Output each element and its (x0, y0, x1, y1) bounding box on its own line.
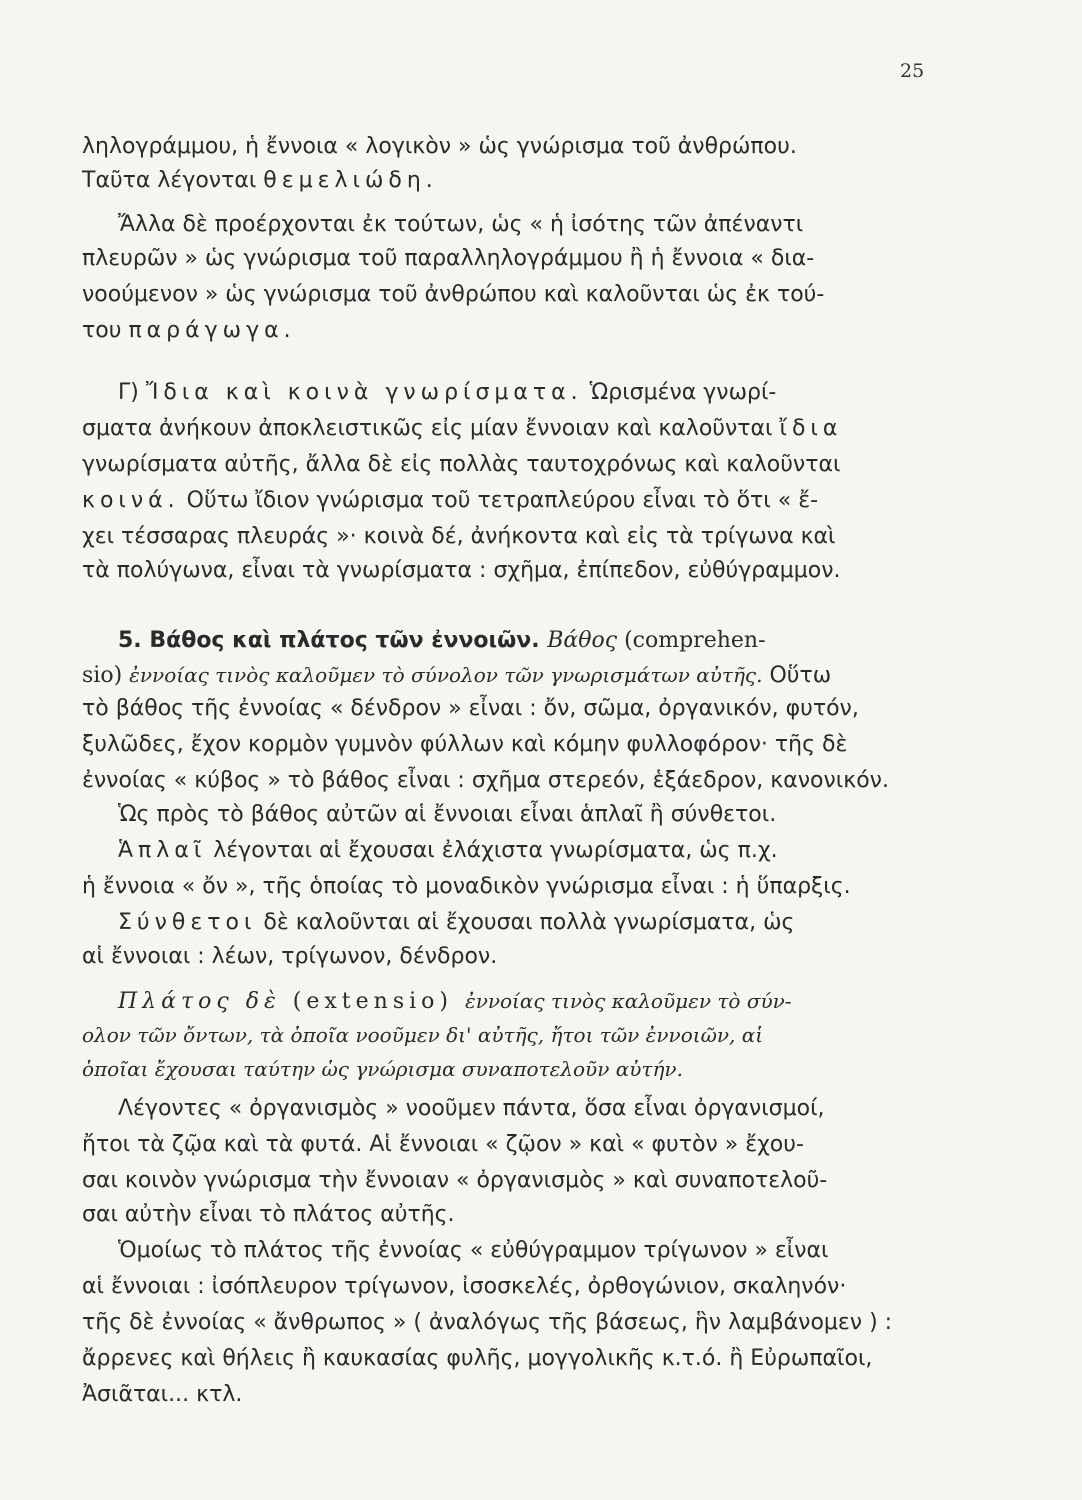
section-heading: 5. Βάθος καὶ πλάτος τῶν ἐννοιῶν. (118, 628, 548, 653)
line-text: του (82, 318, 129, 343)
text-line (82, 660, 972, 691)
line-text: Ὁμοίως τὸ πλάτος τῆς ἐννοίας « εὐθύγραμμον τρίγωνον » εἶναι (118, 1238, 829, 1263)
text-line (82, 1308, 972, 1338)
spaced-term: Σύνθετοι (118, 910, 257, 935)
text-line (82, 1344, 972, 1374)
spaced-term: Ἁπλαῖ (118, 838, 207, 863)
text-line (82, 872, 972, 902)
line-text: Ταῦτα λέγονται (82, 168, 264, 193)
text-line (82, 1166, 972, 1196)
line-text: Οὕτω ἴδιον γνώρισμα τοῦ τετραπλεύρου εἶναι τὸ ὅτι « ἔ- (179, 488, 819, 513)
italic-term: Βάθος (547, 628, 618, 653)
latin-term: (extensio) (280, 989, 465, 1014)
line-text: ἤτοι τὰ ζῷα καὶ τὰ φυτά. Αἱ ἔννοιαι « ζῷον » καὶ « φυτὸν » ἔχου- (82, 1132, 804, 1157)
text-line (82, 280, 972, 310)
text-line (82, 766, 972, 796)
line-text: ἄρρενες καὶ θήλεις ἢ καυκασίας φυλῆς, μογγολικῆς κ.τ.ό. ἢ Εὐρωπαῖοι, (82, 1346, 873, 1371)
text-line (82, 414, 972, 444)
text-line (82, 450, 972, 480)
line-text: τὸ βάθος τῆς ἐννοίας « δένδρον » εἶναι : ὄν, σῶμα, ὀργανικόν, φυτόν, (82, 696, 859, 721)
text-line (82, 316, 972, 346)
spaced-term: θεμελιώδη. (263, 168, 438, 193)
line-text: ληλογράμμου, ἡ ἔννοια « λογικὸν » ὡς γνώρισμα τοῦ ἀνθρώπου. (82, 134, 797, 159)
spaced-term: κοινά. (82, 488, 180, 513)
text-line (118, 210, 972, 240)
line-text: πλευρῶν » ὡς γνώρισμα τοῦ παραλληλογράμμου ἢ ἡ ἔννοια « δια- (82, 246, 815, 271)
text-line (82, 132, 972, 162)
text-line (82, 556, 972, 586)
spaced-term: παράγωγα. (128, 318, 296, 343)
text-line (118, 986, 972, 1017)
text-line (118, 378, 972, 408)
line-text: αἱ ἔννοιαι : ἰσόπλευρον τρίγωνον, ἰσοσκελές, ὀρθογώνιον, σκαληνόν· (82, 1274, 847, 1299)
definition-text: ἐννοίας τινὸς καλοῦμεν τὸ σύνολον τῶν γνωρισμάτων αὐτῆς. (129, 663, 763, 687)
text-line (118, 626, 972, 656)
text-line (82, 730, 972, 760)
page-number: 25 (900, 60, 925, 82)
definition-text: ἐννοίας τινὸς καλοῦμεν τὸ σύν- (464, 989, 792, 1013)
line-text: Οὕτω (762, 663, 832, 688)
latin-term: sio) (82, 663, 130, 688)
line-text: σαι κοινὸν γνώρισμα τὴν ἔννοιαν « ὀργανισμὸς » καὶ συναποτελοῦ- (82, 1168, 828, 1193)
line-text: σαι αὐτὴν εἶναι τὸ πλάτος αὐτῆς. (82, 1202, 455, 1227)
line-text: ἐννοίας « κύβος » τὸ βάθος εἶναι : σχῆμα στερεόν, ἑξάεδρον, κανονικόν. (82, 768, 889, 793)
line-text: Ὡς πρὸς τὸ βάθος αὐτῶν αἱ ἔννοιαι εἶναι ἁπλαῖ ἢ σύνθετοι. (118, 802, 777, 827)
text-line (82, 942, 972, 972)
line-text: Γ) (118, 380, 146, 405)
line-text: Λέγοντες « ὀργανισμὸς » νοοῦμεν πάντα, ὅσα εἶναι ὀργανισμοί, (118, 1096, 825, 1121)
definition-text: ὁποῖαι ἔχουσαι ταύτην ὡς γνώρισμα συναποτελοῦν αὐτήν. (82, 1057, 683, 1081)
line-text: δὲ καλοῦνται αἱ ἔχουσαι πολλὰ γνωρίσματα, ὡς (256, 910, 795, 935)
text-line (118, 908, 972, 938)
text-line (82, 1020, 972, 1051)
text-line (82, 522, 972, 552)
spaced-term: ἴδια (779, 416, 843, 441)
text-line (118, 1236, 972, 1266)
line-text: χει τέσσαρας πλευράς »· κοινὰ δέ, ἀνήκοντα καὶ εἰς τὰ τρίγωνα καὶ (82, 524, 836, 549)
line-text: Ὡρισμένα γνωρί- (582, 380, 777, 405)
line-text: Ἀσιᾶται... κτλ. (82, 1382, 243, 1407)
latin-term: (comprehen- (617, 628, 766, 653)
line-text: ξυλῶδες, ἔχον κορμὸν γυμνὸν φύλλων καὶ κόμην φυλλοφόρον· τῆς δὲ (82, 732, 848, 757)
text-line (82, 1054, 972, 1085)
text-line (82, 166, 972, 196)
text-line (82, 1272, 972, 1302)
section-heading: Ἴδια καὶ κοινὰ γνωρίσματα. (145, 380, 583, 405)
text-line (118, 836, 972, 866)
text-line (82, 1200, 972, 1230)
text-line (82, 694, 972, 724)
text-line (82, 1380, 972, 1410)
definition-text: ολον τῶν ὄντων, τὰ ὁποῖα νοοῦμεν δι' αὐτῆς, ἤτοι τῶν ἐννοιῶν, αἱ (82, 1023, 764, 1047)
line-text: αἱ ἔννοιαι : λέων, τρίγωνον, δένδρον. (82, 944, 498, 969)
line-text: λέγονται αἱ ἔχουσαι ἐλάχιστα γνωρίσματα, ὡς π.χ. (206, 838, 778, 863)
line-text: τῆς δὲ ἐννοίας « ἄνθρωπος » ( ἀναλόγως τῆς βάσεως, ἣν λαμβάνομεν ) : (82, 1310, 893, 1335)
text-line (82, 1130, 972, 1160)
text-line (82, 486, 972, 516)
text-line (118, 1094, 972, 1124)
line-text: τὰ πολύγωνα, εἶναι τὰ γνωρίσματα : σχῆμα, ἐπίπεδον, εὐθύγραμμον. (82, 558, 841, 583)
line-text: ἡ ἔννοια « ὄν », τῆς ὁποίας τὸ μοναδικὸν γνώρισμα εἶναι : ἡ ὕπαρξις. (82, 874, 851, 899)
text-line (118, 800, 972, 830)
line-text: σματα ἀνήκουν ἀποκλειστικῶς εἰς μίαν ἔννοιαν καὶ καλοῦνται (82, 416, 780, 441)
line-text: Ἄλλα δὲ προέρχονται ἐκ τούτων, ὡς « ἡ ἰσότης τῶν ἀπέναντι (118, 212, 804, 237)
line-text: γνωρίσματα αὐτῆς, ἄλλα δὲ εἰς πολλὰς ταυτοχρόνως καὶ καλοῦνται (82, 452, 841, 477)
line-text: νοούμενον » ὡς γνώρισμα τοῦ ἀνθρώπου καὶ καλοῦνται ὡς ἐκ τού- (82, 282, 825, 307)
italic-term: Πλάτος δὲ (118, 989, 281, 1014)
text-line (82, 244, 972, 274)
